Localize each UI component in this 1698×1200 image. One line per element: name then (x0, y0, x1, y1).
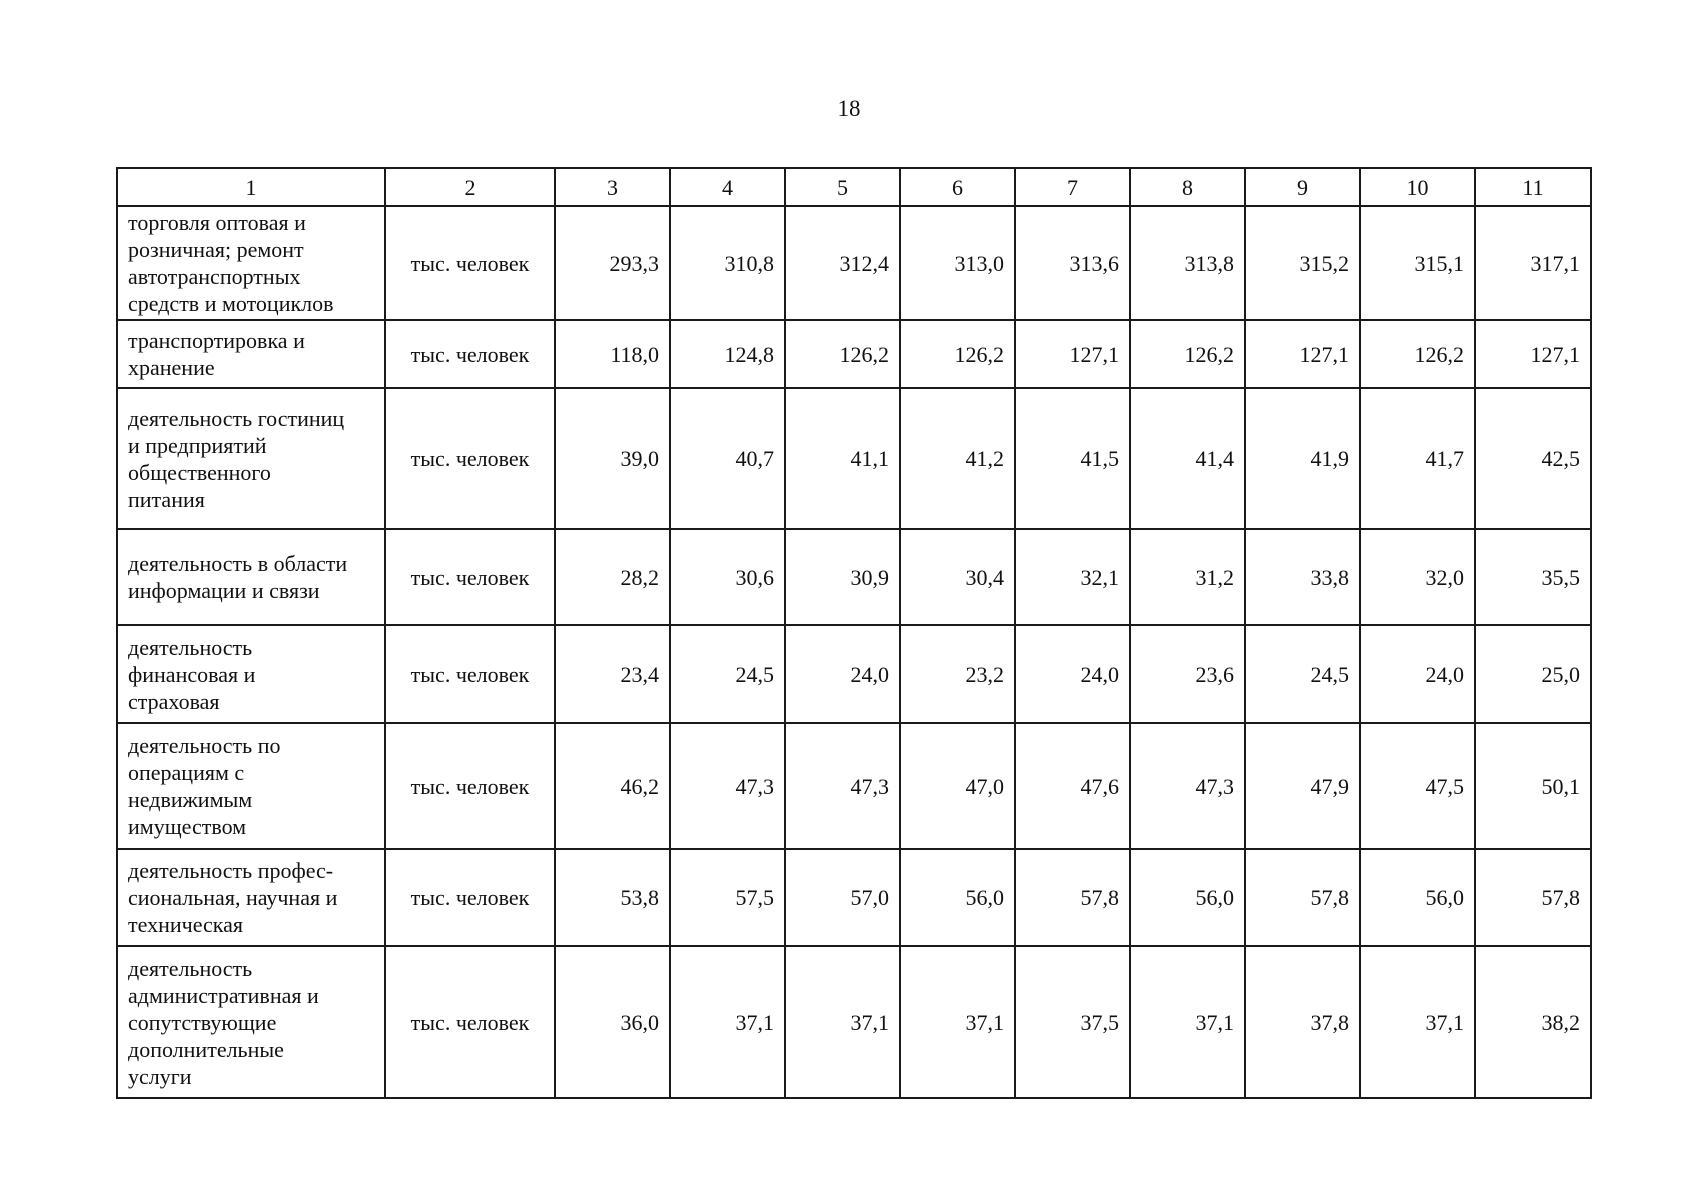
unit-cell: тыс. человек (385, 388, 555, 529)
value-cell: 37,8 (1245, 946, 1360, 1098)
indicator-line: сопутствующие (128, 1009, 277, 1035)
value-cell: 32,1 (1015, 529, 1130, 625)
value-cell: 30,6 (670, 529, 785, 625)
unit-cell: тыс. человек (385, 946, 555, 1098)
indicator-cell (117, 625, 385, 723)
page-number: 18 (837, 96, 861, 121)
table-row (117, 946, 1591, 1098)
column-header: 7 (1015, 168, 1130, 206)
indicator-line: средств и мотоциклов (128, 291, 334, 316)
unit-cell: тыс. человек (385, 320, 555, 388)
indicator-cell (117, 206, 385, 320)
value-cell: 57,8 (1475, 849, 1591, 946)
table-row (117, 849, 1591, 946)
indicator-line: деятельность в области (128, 551, 348, 576)
value-cell: 37,5 (1015, 946, 1130, 1098)
indicator-line: административная и (128, 982, 319, 1008)
value-cell: 50,1 (1475, 723, 1591, 849)
value-cell: 57,8 (1015, 849, 1130, 946)
value-cell: 317,1 (1475, 206, 1591, 320)
indicator-cell (117, 849, 385, 946)
value-cell: 46,2 (555, 723, 670, 849)
value-cell: 37,1 (1130, 946, 1245, 1098)
value-cell: 42,5 (1475, 388, 1591, 529)
value-cell: 293,3 (555, 206, 670, 320)
value-cell: 47,6 (1015, 723, 1130, 849)
value-cell: 313,8 (1130, 206, 1245, 320)
value-cell: 56,0 (1130, 849, 1245, 946)
unit-cell: тыс. человек (385, 849, 555, 946)
value-cell: 53,8 (555, 849, 670, 946)
indicator-line: деятельность гостиниц (128, 405, 345, 431)
column-header: 4 (670, 168, 785, 206)
value-cell: 24,5 (1245, 625, 1360, 723)
value-cell: 33,8 (1245, 529, 1360, 625)
indicator-line: страховая (128, 688, 220, 714)
indicator-line: услуги (128, 1063, 192, 1089)
value-cell: 24,0 (785, 625, 900, 723)
indicator-line: операциям с (128, 760, 245, 785)
indicator-line: дополнительные (128, 1036, 284, 1062)
column-header: 5 (785, 168, 900, 206)
indicator-cell (117, 388, 385, 529)
value-cell: 127,1 (1015, 320, 1130, 388)
value-cell: 32,0 (1360, 529, 1475, 625)
indicator-line: общественного (128, 459, 271, 485)
value-cell: 313,6 (1015, 206, 1130, 320)
table-row (117, 206, 1591, 320)
value-cell: 47,3 (670, 723, 785, 849)
value-cell: 38,2 (1475, 946, 1591, 1098)
value-cell: 40,7 (670, 388, 785, 529)
value-cell: 35,5 (1475, 529, 1591, 625)
value-cell: 312,4 (785, 206, 900, 320)
value-cell: 126,2 (1130, 320, 1245, 388)
value-cell: 126,2 (785, 320, 900, 388)
indicator-cell (117, 320, 385, 388)
indicator-line: транспортировка и (128, 328, 305, 353)
value-cell: 310,8 (670, 206, 785, 320)
indicator-line: розничная; ремонт (128, 237, 304, 262)
column-header: 11 (1475, 168, 1591, 206)
column-header: 6 (900, 168, 1015, 206)
value-cell: 30,4 (900, 529, 1015, 625)
indicator-line: автотранспортных (128, 264, 301, 289)
value-cell: 36,0 (555, 946, 670, 1098)
table-row (117, 625, 1591, 723)
value-cell: 37,1 (900, 946, 1015, 1098)
table-row (117, 320, 1591, 388)
data-table (116, 167, 1592, 1099)
table-row (117, 529, 1591, 625)
value-cell: 41,7 (1360, 388, 1475, 529)
value-cell: 315,1 (1360, 206, 1475, 320)
value-cell: 41,2 (900, 388, 1015, 529)
indicator-cell (117, 529, 385, 625)
value-cell: 37,1 (1360, 946, 1475, 1098)
value-cell: 57,0 (785, 849, 900, 946)
indicator-line: деятельность (128, 955, 253, 981)
indicator-line: финансовая и (128, 661, 256, 687)
value-cell: 126,2 (1360, 320, 1475, 388)
value-cell: 47,9 (1245, 723, 1360, 849)
value-cell: 31,2 (1130, 529, 1245, 625)
value-cell: 41,4 (1130, 388, 1245, 529)
column-header: 8 (1130, 168, 1245, 206)
value-cell: 30,9 (785, 529, 900, 625)
value-cell: 23,2 (900, 625, 1015, 723)
unit-cell: тыс. человек (385, 206, 555, 320)
value-cell: 23,6 (1130, 625, 1245, 723)
indicator-line: техническая (128, 912, 244, 937)
value-cell: 47,0 (900, 723, 1015, 849)
column-header: 3 (555, 168, 670, 206)
indicator-line: и предприятий (128, 432, 267, 458)
value-cell: 41,5 (1015, 388, 1130, 529)
indicator-line: информации и связи (128, 578, 320, 603)
indicator-line: сиональная, научная и (128, 885, 338, 910)
indicator-cell (117, 946, 385, 1098)
value-cell: 56,0 (900, 849, 1015, 946)
value-cell: 28,2 (555, 529, 670, 625)
value-cell: 25,0 (1475, 625, 1591, 723)
value-cell: 39,0 (555, 388, 670, 529)
value-cell: 37,1 (670, 946, 785, 1098)
value-cell: 57,8 (1245, 849, 1360, 946)
unit-cell: тыс. человек (385, 625, 555, 723)
indicator-line: торговля оптовая и (128, 210, 306, 235)
value-cell: 127,1 (1475, 320, 1591, 388)
value-cell: 41,9 (1245, 388, 1360, 529)
value-cell: 24,5 (670, 625, 785, 723)
table-row (117, 388, 1591, 529)
table-row (117, 723, 1591, 849)
value-cell: 313,0 (900, 206, 1015, 320)
value-cell: 127,1 (1245, 320, 1360, 388)
value-cell: 315,2 (1245, 206, 1360, 320)
value-cell: 24,0 (1360, 625, 1475, 723)
value-cell: 24,0 (1015, 625, 1130, 723)
table-header-row (117, 168, 1591, 206)
indicator-line: питания (128, 486, 205, 512)
value-cell: 47,5 (1360, 723, 1475, 849)
value-cell: 47,3 (1130, 723, 1245, 849)
indicator-line: имуществом (128, 814, 247, 839)
indicator-line: хранение (128, 355, 215, 380)
unit-cell: тыс. человек (385, 529, 555, 625)
value-cell: 124,8 (670, 320, 785, 388)
indicator-line: деятельность профес- (128, 858, 334, 883)
column-header: 9 (1245, 168, 1360, 206)
column-header: 2 (385, 168, 555, 206)
value-cell: 37,1 (785, 946, 900, 1098)
indicator-line: деятельность по (128, 733, 281, 758)
indicator-line: недвижимым (128, 787, 253, 812)
column-header: 1 (117, 168, 385, 206)
value-cell: 23,4 (555, 625, 670, 723)
column-header: 10 (1360, 168, 1475, 206)
value-cell: 118,0 (555, 320, 670, 388)
value-cell: 57,5 (670, 849, 785, 946)
value-cell: 56,0 (1360, 849, 1475, 946)
indicator-cell (117, 723, 385, 849)
indicator-line: деятельность (128, 634, 253, 660)
unit-cell: тыс. человек (385, 723, 555, 849)
value-cell: 126,2 (900, 320, 1015, 388)
value-cell: 41,1 (785, 388, 900, 529)
value-cell: 47,3 (785, 723, 900, 849)
